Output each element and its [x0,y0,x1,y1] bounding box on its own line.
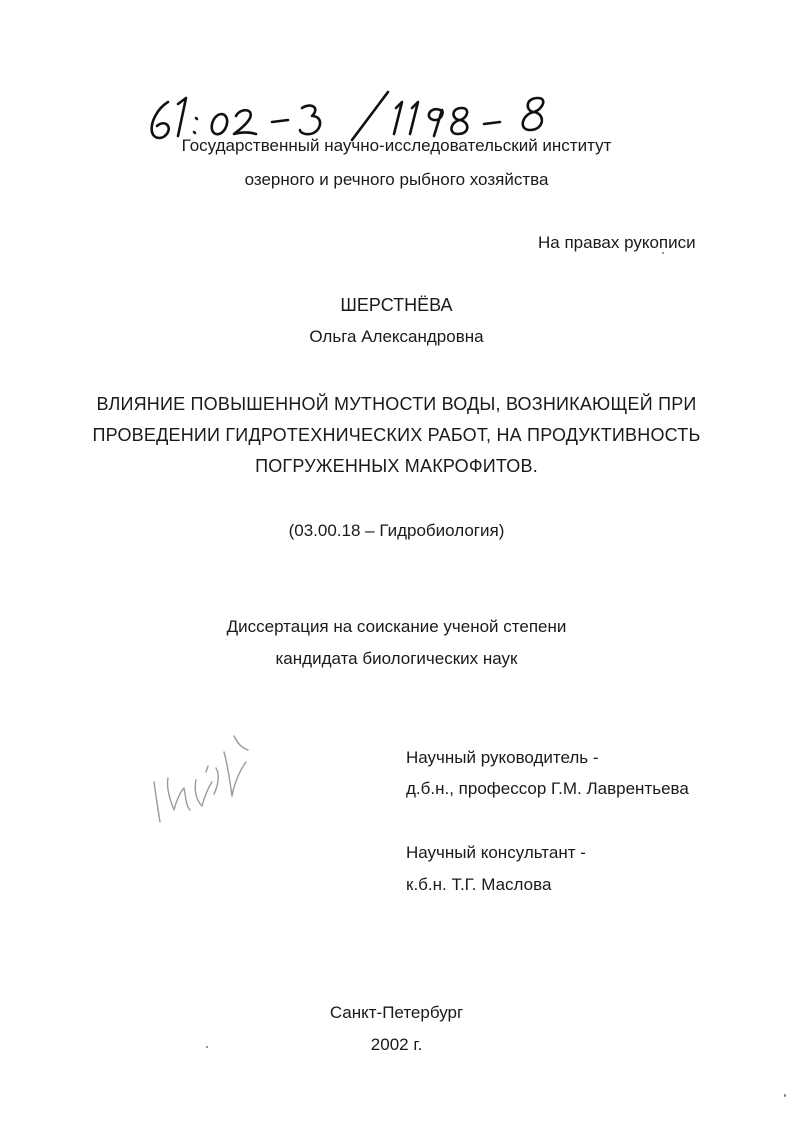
specialty: (03.00.18 – Гидробиология) [288,521,505,540]
author-given-names: Ольга Александровна [309,327,484,346]
handwritten-signature [146,722,256,832]
city: Санкт-Петербург [329,1003,464,1022]
scan-speck [206,1046,208,1048]
supervisor-role: Научный руководитель - [406,748,599,767]
consultant-role: Научный консультант - [406,843,586,862]
scan-speck [784,1094,786,1097]
author-surname: ШЕРСТНЁВА [340,295,453,315]
thesis-title-line-1: ВЛИЯНИЕ ПОВЫШЕННОЙ МУТНОСТИ ВОДЫ, ВОЗНИКАЮЩЕЙ ПРИ [96,394,697,414]
supervisor-name: д.б.н., профессор Г.М. Лаврентьева [406,779,689,798]
consultant-name: к.б.н. Т.Г. Маслова [406,875,552,894]
institute-line-2: озерного и речного рыбного хозяйства [244,170,549,189]
thesis-title-line-3: ПОГРУЖЕННЫХ МАКРОФИТОВ. [255,456,538,476]
degree-line-1: Диссертация на соискание ученой степени [226,617,567,636]
scan-speck [662,252,664,254]
institute-line-1: Государственный научно-исследовательский институт [181,136,612,155]
degree-line-2: кандидата биологических наук [275,649,518,668]
year: 2002 г. [370,1035,423,1054]
rights-note: На правах рукописи [538,233,696,252]
thesis-title-line-2: ПРОВЕДЕНИИ ГИДРОТЕХНИЧЕСКИХ РАБОТ, НА ПРОДУКТИВНОСТЬ [92,425,701,445]
